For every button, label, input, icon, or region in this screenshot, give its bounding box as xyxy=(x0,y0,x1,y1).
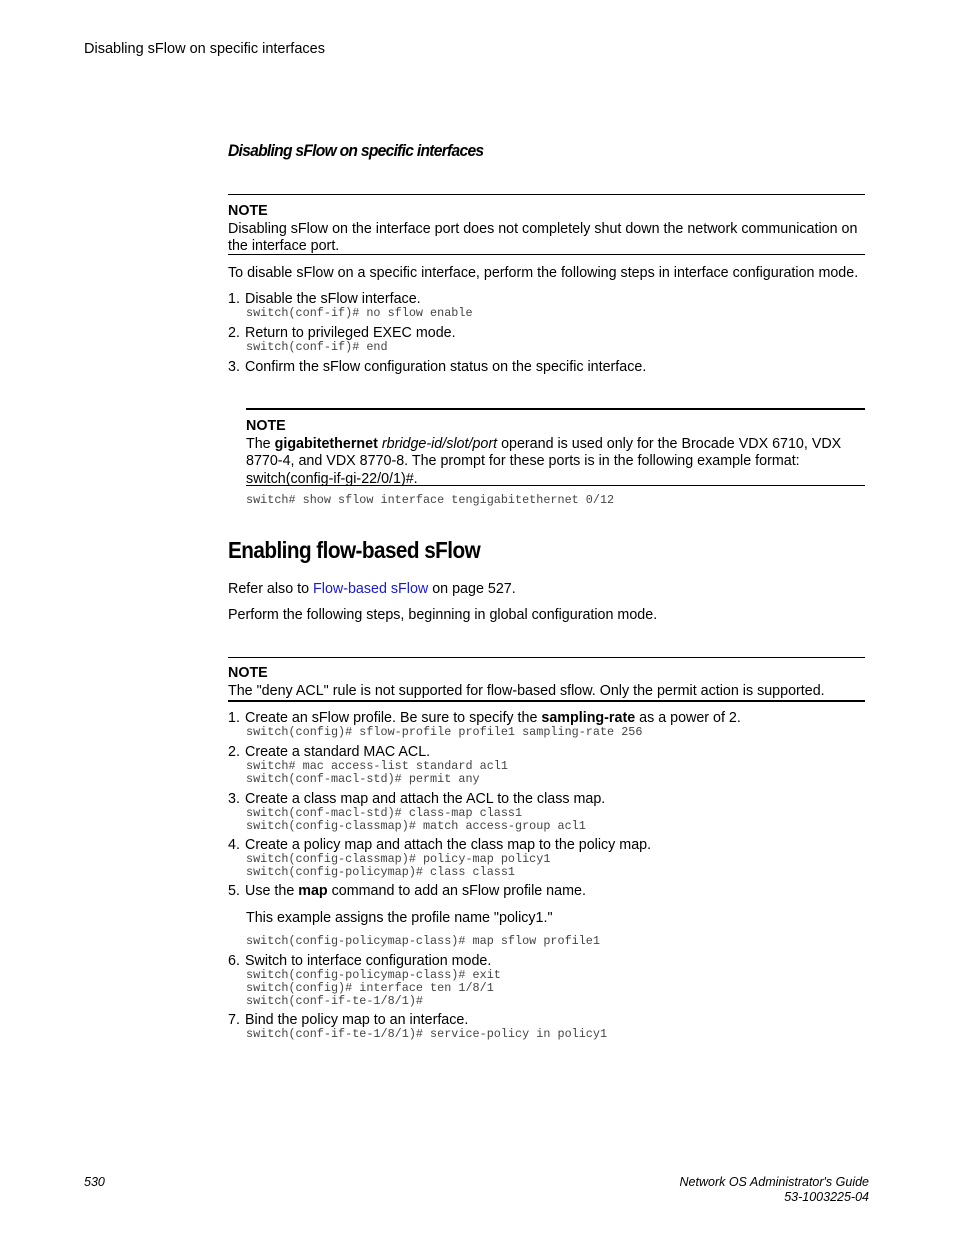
step-number: 2. xyxy=(228,325,240,341)
page-number: 530 xyxy=(84,1175,105,1189)
step-text: Return to privileged EXEC mode. xyxy=(245,325,456,341)
step-text: Create a policy map and attach the class map to the policy map. xyxy=(245,837,652,853)
list-item xyxy=(228,359,646,376)
code-block: switch(config)# sflow-profile profile1 sampling-rate 256 xyxy=(246,725,643,739)
step-text: Disable the sFlow interface. xyxy=(245,291,421,307)
step-text: Create a class map and attach the ACL to the class map. xyxy=(245,791,606,807)
step-text: Create an sFlow profile. Be sure to specify the sampling-rate as a power of 2. xyxy=(245,710,741,726)
note-box-1 xyxy=(228,194,865,255)
note-text: The "deny ACL" rule is not supported for flow-based sflow. Only the permit action is supported. xyxy=(228,682,825,699)
step-number: 1. xyxy=(228,291,240,307)
running-header: Disabling sFlow on specific interfaces xyxy=(84,41,325,57)
step-text: Create a standard MAC ACL. xyxy=(245,744,431,760)
note-title: NOTE xyxy=(228,665,268,681)
step-text: Bind the policy map to an interface. xyxy=(245,1012,469,1028)
step-number: 7. xyxy=(228,1012,240,1028)
step-number: 3. xyxy=(228,791,240,807)
step-number: 6. xyxy=(228,953,240,969)
footer-guide-info xyxy=(680,1175,869,1205)
step-number: 1. xyxy=(228,710,240,726)
section-heading-enabling: Enabling flow-based sFlow xyxy=(228,537,481,563)
note-box-3 xyxy=(228,657,865,702)
refer-paragraph: Refer also to Flow-based sFlow on page 527. xyxy=(228,581,516,597)
code-block: switch(config-policymap-class)# map sflow profile1 xyxy=(246,934,600,948)
code-block: switch(conf-if)# no sflow enable xyxy=(246,306,473,320)
code-block: switch# mac access-list standard acl1 switch(conf-macl-std)# permit any xyxy=(246,759,508,786)
note-text: The gigabitethernet rbridge-id/slot/port operand is used only for the Brocade VDX 6710, VDX 8770-4, and VDX 8770-8. The prompt for these ports is in the following example format: switch(config-if-gi-22/0/1)#. xyxy=(246,435,842,487)
note-title: NOTE xyxy=(246,418,286,434)
intro-paragraph: To disable sFlow on a specific interface, perform the following steps in interface configuration mode. xyxy=(228,265,859,281)
note-text: Disabling sFlow on the interface port does not completely shut down the network communication on the interface port. xyxy=(228,220,858,254)
flow-based-sflow-link[interactable]: Flow-based sFlow xyxy=(313,581,429,597)
code-block: switch(config-policymap-class)# exit switch(config)# interface ten 1/8/1 switch(conf-if-te-1/8/1)# xyxy=(246,968,501,1008)
code-block: switch(conf-macl-std)# class-map class1 switch(config-classmap)# match access-group acl1 xyxy=(246,806,586,833)
document-number: 53-1003225-04 xyxy=(784,1190,869,1204)
code-block: switch(conf-if-te-1/8/1)# service-policy in policy1 xyxy=(246,1027,608,1041)
step-extra-text: This example assigns the profile name "policy1." xyxy=(246,910,553,926)
step-text: Confirm the sFlow configuration status on the specific interface. xyxy=(245,359,647,375)
step-number: 3. xyxy=(228,359,240,375)
note-title: NOTE xyxy=(228,203,268,219)
intro-paragraph: Perform the following steps, beginning in global configuration mode. xyxy=(228,607,658,623)
step-text: Use the map command to add an sFlow profile name. xyxy=(245,883,586,899)
step-text: Switch to interface configuration mode. xyxy=(245,953,492,969)
note-box-2 xyxy=(246,408,865,486)
guide-title: Network OS Administrator's Guide xyxy=(679,1175,869,1189)
step-number: 5. xyxy=(228,883,240,899)
code-block: switch(config-classmap)# policy-map policy1 switch(config-policymap)# class class1 xyxy=(246,852,551,879)
code-block: switch(conf-if)# end xyxy=(246,340,388,354)
step-number: 2. xyxy=(228,744,240,760)
list-item xyxy=(228,883,586,900)
code-block: switch# show sflow interface tengigabitethernet 0/12 xyxy=(246,493,615,507)
section-heading-disabling: Disabling sFlow on specific interfaces xyxy=(228,141,484,160)
step-number: 4. xyxy=(228,837,240,853)
